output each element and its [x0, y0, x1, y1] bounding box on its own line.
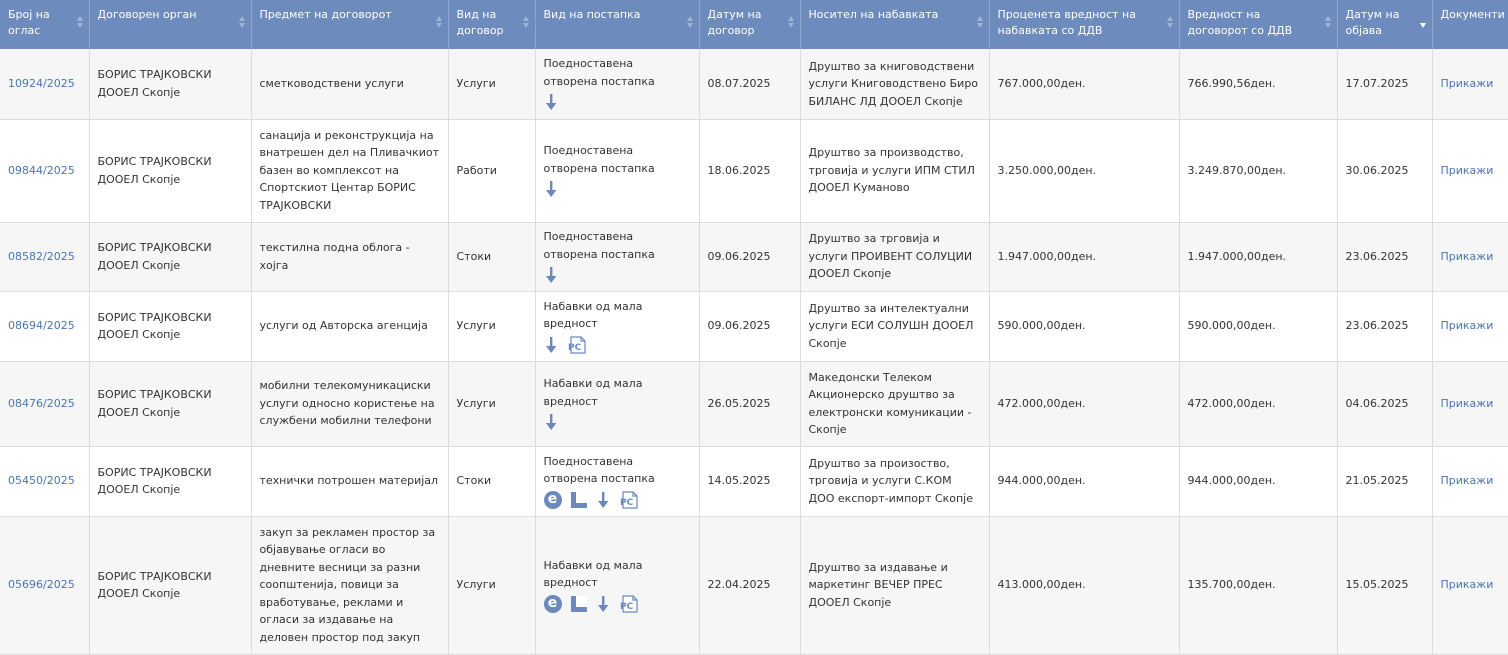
contract-value-cell [1179, 49, 1337, 119]
table-row [0, 119, 1508, 222]
contract-subject-cell [251, 291, 448, 361]
contract-subject-cell [251, 446, 448, 516]
contracting-authority-cell [89, 49, 251, 119]
contract-type: Услуги [456, 77, 496, 90]
procedure-icons [544, 92, 691, 112]
estimated-value: 413.000,00ден. [997, 578, 1086, 592]
column-header[interactable] [800, 0, 989, 49]
column-header[interactable] [89, 0, 251, 49]
procurement-holder: Друштво за интелектуални услуги ЕСИ СОЛУШН ДООЕЛ Скопје [808, 301, 974, 350]
corner-icon[interactable] [571, 596, 587, 612]
procedure-icons [544, 412, 691, 432]
procedure-type: Набавки од мала вредност [543, 558, 643, 589]
contracting-authority-cell [89, 361, 251, 446]
procedure-icons [544, 490, 691, 510]
documents-show-link[interactable]: Прикажи [1440, 578, 1494, 592]
estimated-value: 944.000,00ден. [997, 474, 1086, 488]
contract-subject: текстилна подна облога - хоjга [259, 241, 410, 272]
procurement-holder-cell [800, 516, 989, 654]
contract-date: 18.06.2025 [707, 163, 771, 177]
contract-value: 472.000,00ден. [1187, 396, 1276, 410]
documents-show-link-cell [1432, 222, 1508, 291]
table-row [0, 361, 1508, 446]
notice-number-link[interactable]: 09844/2025 [8, 163, 75, 177]
procedure-cell [535, 446, 699, 516]
contracting-authority: БОРИС ТРАЈКОВСКИ ДООЕЛ Скопје [97, 465, 212, 496]
procurement-holder-cell [800, 222, 989, 291]
notice-number-link[interactable]: 08694/2025 [8, 319, 75, 333]
contract-date: 09.06.2025 [707, 319, 771, 333]
estimated-value-cell [989, 49, 1179, 119]
column-header[interactable] [699, 0, 800, 49]
contract-subject: закуп за рекламен простор за објавување огласи во дневните весници за разни соопштенија, повици за вработување, реклами и огласи за издавање на деловен простор под закуп [259, 525, 436, 644]
procurement-holder: Македонски Телеком Акционерско друштво за електронски комуникации - Скопје [808, 370, 972, 436]
contract-date-cell [699, 222, 800, 291]
notice-number-link[interactable]: 05696/2025 [8, 578, 75, 592]
contracting-authority: БОРИС ТРАЈКОВСКИ ДООЕЛ Скопје [97, 241, 212, 272]
sort-icon[interactable] [77, 16, 84, 32]
down-arrow-icon[interactable] [544, 266, 558, 284]
down-arrow-icon[interactable] [544, 180, 558, 198]
estimated-value-cell [989, 361, 1179, 446]
contract-subject: санација и реконструкција на внатрешен дел на Пливачкиот базен во комплексот на Спортскиот Центар БОРИС ТРАЈКОВСКИ [259, 128, 440, 212]
contract-value-cell [1179, 291, 1337, 361]
column-header[interactable] [251, 0, 448, 49]
column-header-label: Број на оглас [8, 8, 50, 37]
procedure-icons [544, 594, 691, 614]
estimated-value: 590.000,00ден. [997, 319, 1086, 333]
pc-doc-icon[interactable] [619, 491, 639, 509]
contract-subject-cell [251, 119, 448, 222]
contract-value: 590.000,00ден. [1187, 319, 1276, 333]
contract-date-cell [699, 361, 800, 446]
contract-date-cell [699, 446, 800, 516]
svg-text:PC: PC [567, 342, 581, 353]
notice-number-link-cell [0, 446, 89, 516]
sort-icon[interactable] [1167, 16, 1174, 32]
svg-text:PC: PC [619, 497, 633, 508]
pc-doc-icon[interactable] [619, 595, 639, 613]
estimated-value-cell [989, 291, 1179, 361]
documents-show-link[interactable]: Прикажи [1440, 474, 1494, 488]
notice-number-link-cell [0, 361, 89, 446]
contract-type: Услуги [456, 396, 496, 410]
contract-value-cell [1179, 516, 1337, 654]
procedure-type: Поедноставена отворена постапка [543, 144, 655, 175]
column-header[interactable] [535, 0, 699, 49]
sort-icon[interactable] [239, 16, 246, 32]
procurement-holder: Друштво за трговија и услуги ПРОИВЕНТ СОЛУЦИИ ДООЕЛ Скопје [808, 232, 973, 281]
documents-show-link-cell [1432, 119, 1508, 222]
column-header-label: Носител на набавката [808, 8, 939, 21]
sort-icon[interactable] [977, 16, 984, 32]
procedure-icons [544, 335, 691, 355]
notice-number-link-cell [0, 222, 89, 291]
procurement-holder-cell [800, 446, 989, 516]
down-arrow-icon[interactable] [544, 413, 558, 431]
publication-date: 23.06.2025 [1345, 249, 1409, 263]
contract-value: 3.249.870,00ден. [1187, 163, 1287, 177]
e-auction-icon[interactable]: e [544, 595, 562, 613]
publication-date: 04.06.2025 [1345, 396, 1409, 410]
table-body [0, 49, 1508, 654]
publication-date-cell [1337, 119, 1432, 222]
publication-date-cell [1337, 361, 1432, 446]
contract-value-cell [1179, 446, 1337, 516]
table-row [0, 291, 1508, 361]
contract-value: 135.700,00ден. [1187, 578, 1276, 592]
column-header[interactable] [1179, 0, 1337, 49]
contracting-authority: БОРИС ТРАЈКОВСКИ ДООЕЛ Скопје [97, 155, 212, 186]
contract-date: 22.04.2025 [707, 578, 771, 592]
contract-subject: услуги од Авторска агенција [259, 319, 428, 333]
procedure-cell [535, 516, 699, 654]
notice-number-link[interactable]: 10924/2025 [8, 77, 75, 90]
down-arrow-icon[interactable] [596, 491, 610, 509]
procedure-type: Поедноставена отворена постапка [543, 454, 655, 485]
sort-icon[interactable] [1420, 16, 1427, 32]
contract-type: Работи [456, 163, 497, 177]
contract-type-cell [448, 291, 535, 361]
contract-date: 09.06.2025 [707, 249, 771, 263]
contract-subject-cell [251, 516, 448, 654]
contracting-authority-cell [89, 446, 251, 516]
e-auction-icon[interactable]: e [544, 491, 562, 509]
procurement-holder-cell [800, 361, 989, 446]
procedure-cell [535, 222, 699, 291]
notice-number-link[interactable]: 05450/2025 [8, 474, 75, 488]
documents-show-link-cell [1432, 446, 1508, 516]
column-header[interactable] [1432, 0, 1508, 49]
contract-value-cell [1179, 119, 1337, 222]
contract-type-cell [448, 222, 535, 291]
contracting-authority: БОРИС ТРАЈКОВСКИ ДООЕЛ Скопје [97, 310, 212, 341]
documents-show-link[interactable]: Прикажи [1440, 396, 1494, 410]
contract-subject-cell [251, 361, 448, 446]
documents-show-link-cell [1432, 516, 1508, 654]
procurement-holder: Друштво за книговодствени услуги Книговодствено Биро БИЛАНС ЛД ДООЕЛ Скопје [808, 59, 979, 108]
documents-show-link[interactable]: Прикажи [1440, 249, 1494, 263]
procedure-icons [544, 265, 691, 285]
column-header-label: Вид на договор [456, 8, 504, 37]
contract-value-cell [1179, 222, 1337, 291]
contracting-authority-cell [89, 516, 251, 654]
contracting-authority: БОРИС ТРАЈКОВСКИ ДООЕЛ Скопје [97, 388, 212, 419]
estimated-value-cell [989, 516, 1179, 654]
procurement-holder-cell [800, 49, 989, 119]
contracting-authority: БОРИС ТРАЈКОВСКИ ДООЕЛ Скопје [97, 569, 212, 600]
down-arrow-icon[interactable] [544, 93, 558, 111]
svg-text:PC: PC [619, 601, 633, 612]
procurement-holder: Друштво за произоство, трговија и услуги С.КОМ ДОО експорт-импорт Скопје [808, 456, 973, 505]
contract-type: Услуги [456, 319, 496, 333]
contracting-authority-cell [89, 291, 251, 361]
procedure-cell [535, 119, 699, 222]
contract-subject: технички потрошен материјал [259, 474, 439, 488]
notice-number-link-cell [0, 291, 89, 361]
contract-date: 08.07.2025 [707, 77, 771, 90]
contract-date: 14.05.2025 [707, 474, 771, 488]
publication-date: 17.07.2025 [1345, 77, 1409, 90]
documents-show-link-cell [1432, 291, 1508, 361]
estimated-value: 3.250.000,00ден. [997, 163, 1097, 177]
procurement-holder-cell [800, 291, 989, 361]
contract-date: 26.05.2025 [707, 396, 771, 410]
contracting-authority-cell [89, 222, 251, 291]
header-row [0, 0, 1508, 49]
column-header-label: Датум на договор [707, 8, 762, 37]
procurement-holder: Друштво за производство, трговија и услуги ИПМ СТИЛ ДООЕЛ Куманово [808, 146, 975, 195]
contract-date-cell [699, 516, 800, 654]
notice-number-link-cell [0, 516, 89, 654]
sort-icon[interactable] [523, 16, 530, 32]
estimated-value-cell [989, 446, 1179, 516]
notice-number-link[interactable]: 08476/2025 [8, 396, 75, 410]
documents-show-link[interactable]: Прикажи [1440, 163, 1494, 177]
contract-type-cell [448, 361, 535, 446]
publication-date: 23.06.2025 [1345, 319, 1409, 333]
contracting-authority: БОРИС ТРАЈКОВСКИ ДООЕЛ Скопје [97, 68, 212, 99]
estimated-value: 767.000,00ден. [997, 77, 1086, 90]
column-header-label: Договорен орган [97, 8, 197, 21]
column-header[interactable] [0, 0, 89, 49]
table-row [0, 222, 1508, 291]
contract-type: Стоки [456, 474, 492, 488]
corner-icon[interactable] [571, 492, 587, 508]
contract-subject: сметководствени услуги [259, 77, 404, 90]
publication-date: 15.05.2025 [1345, 578, 1409, 592]
estimated-value-cell [989, 119, 1179, 222]
publication-date: 21.05.2025 [1345, 474, 1409, 488]
column-header[interactable] [1337, 0, 1432, 49]
procurement-holder: Друштво за издавање и маркетинг ВЕЧЕР ПРЕС ДООЕЛ Скопје [808, 560, 948, 609]
contract-type: Услуги [456, 578, 496, 592]
publication-date-cell [1337, 446, 1432, 516]
procedure-type: Набавки од мала вредност [543, 377, 643, 408]
publication-date: 30.06.2025 [1345, 163, 1409, 177]
notice-number-link-cell [0, 49, 89, 119]
contract-date-cell [699, 119, 800, 222]
contract-date-cell [699, 291, 800, 361]
column-header-label: Проценета вредност на набавката со ДДВ [997, 8, 1136, 37]
sort-icon[interactable] [788, 16, 795, 32]
down-arrow-icon[interactable] [596, 595, 610, 613]
estimated-value: 1.947.000,00ден. [997, 249, 1097, 263]
procedure-cell [535, 49, 699, 119]
publication-date-cell [1337, 49, 1432, 119]
procedure-icons [544, 179, 691, 199]
procedure-type: Набавки од мала вредност [543, 299, 643, 330]
contract-value: 944.000,00ден. [1187, 474, 1276, 488]
documents-show-link-cell [1432, 361, 1508, 446]
documents-show-link[interactable]: Прикажи [1440, 77, 1494, 90]
column-header[interactable] [448, 0, 535, 49]
publication-date-cell [1337, 291, 1432, 361]
procedure-type: Поедноставена отворена постапка [543, 57, 655, 88]
documents-show-link[interactable]: Прикажи [1440, 319, 1494, 333]
documents-show-link-cell [1432, 49, 1508, 119]
contract-value: 1.947.000,00ден. [1187, 249, 1287, 263]
estimated-value-cell [989, 222, 1179, 291]
sort-icon[interactable] [436, 16, 443, 32]
column-header-label: Вид на постапка [543, 8, 641, 21]
procedure-type: Поедноставена отворена постапка [543, 230, 655, 261]
table-row [0, 516, 1508, 654]
contract-date-cell [699, 49, 800, 119]
contract-type-cell [448, 446, 535, 516]
down-arrow-icon[interactable] [544, 336, 558, 354]
contract-subject-cell [251, 222, 448, 291]
contract-value-cell [1179, 361, 1337, 446]
notice-number-link[interactable]: 08582/2025 [8, 249, 75, 263]
publication-date-cell [1337, 516, 1432, 654]
column-header-label: Предмет на договорот [259, 8, 392, 21]
contract-type: Стоки [456, 249, 492, 263]
pc-doc-icon[interactable] [567, 336, 587, 354]
contract-subject: мобилни телекомуникациски услуги односно користење на службени мобилни телефони [259, 379, 435, 428]
column-header-label: Датум на објава [1345, 8, 1400, 37]
procurement-holder-cell [800, 119, 989, 222]
notice-number-link-cell [0, 119, 89, 222]
contract-value: 766.990,56ден. [1187, 77, 1276, 90]
contract-type-cell [448, 119, 535, 222]
contract-type-cell [448, 49, 535, 119]
sort-icon[interactable] [687, 16, 694, 32]
contract-subject-cell [251, 49, 448, 119]
estimated-value: 472.000,00ден. [997, 396, 1086, 410]
column-header-label: Вредност на договорот со ДДВ [1187, 8, 1293, 37]
procedure-cell [535, 291, 699, 361]
contracting-authority-cell [89, 119, 251, 222]
sort-icon[interactable] [1325, 16, 1332, 32]
publication-date-cell [1337, 222, 1432, 291]
procedure-cell [535, 361, 699, 446]
column-header[interactable] [989, 0, 1179, 49]
table-row [0, 49, 1508, 119]
column-header-label: Документи [1440, 8, 1505, 21]
table-row [0, 446, 1508, 516]
contract-type-cell [448, 516, 535, 654]
